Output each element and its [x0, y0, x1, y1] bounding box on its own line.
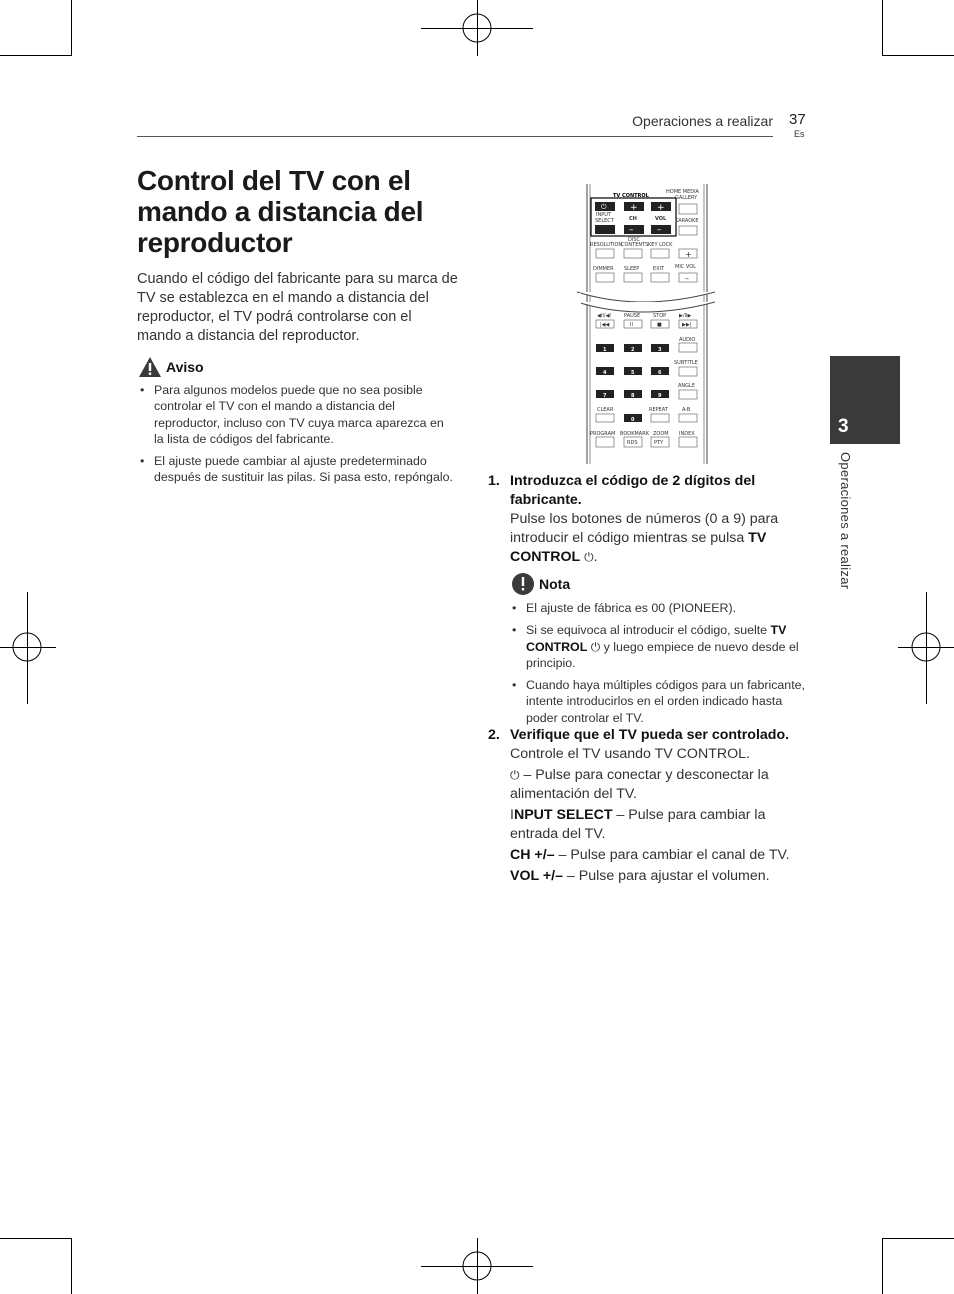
info-exclamation-icon [511, 572, 535, 596]
step-number: 2. [488, 727, 500, 743]
nota-heading [511, 572, 570, 596]
remote-label: SLEEP [624, 266, 640, 272]
nota-label: Nota [539, 576, 571, 592]
remote-label: PROGRAM [590, 431, 616, 437]
remote-label: BOOKMARK [620, 431, 649, 437]
remote-label: GALLERY [675, 195, 698, 201]
digit-6: 6 [658, 370, 662, 376]
remote-label: STOP [653, 313, 667, 319]
aviso-list [138, 382, 456, 492]
remote-label: HOME MEDIA [666, 189, 699, 195]
digit-2: 2 [631, 347, 635, 353]
remote-label: PAUSE [624, 313, 641, 319]
page-title: Control del TV con el mando a distancia del reproductor [137, 165, 424, 258]
power-icon: ⏻ [510, 768, 520, 782]
intro-paragraph: Cuando el código del fabricante para su marca de TV se establezca en el mando a distancia del reproductor, el TV podrá controlarse con el mando a distancia del reproductor. [137, 271, 458, 344]
digit-4: 4 [603, 370, 607, 376]
page-number: 37 [789, 111, 806, 128]
remote-label: SUBTITLE [674, 360, 698, 366]
remote-label: INPUT [596, 212, 611, 218]
remote-label: ANGLE [678, 383, 695, 389]
remote-label: EXIT [653, 266, 665, 272]
step-number: 1. [488, 473, 500, 489]
header-rule [137, 136, 773, 137]
power-icon: ⏻ [601, 203, 607, 211]
svg-text:■: ■ [657, 322, 662, 328]
digit-5: 5 [631, 370, 635, 376]
digit-8: 8 [631, 393, 635, 399]
digit-0: 0 [631, 417, 635, 423]
svg-text:◀II/◀I: ◀II/◀I [597, 313, 611, 319]
remote-label: A-B [682, 407, 691, 413]
digit-7: 7 [603, 393, 607, 399]
step-2 [488, 726, 800, 888]
power-icon: ⏻ [590, 639, 601, 654]
svg-text:+: + [657, 203, 665, 213]
svg-text:+: + [630, 203, 638, 213]
remote-label: TV CONTROL [613, 193, 649, 199]
svg-text:–: – [657, 225, 662, 235]
remote-control-illustration [567, 184, 715, 464]
remote-label: KEY LOCK [648, 242, 673, 248]
remote-label: CH [629, 216, 637, 222]
step-body: Controle el TV usando TV CONTROL. ⏻ – Pulse para conectar y desconectar la alimentación del TV. INPUT SELECT – Pulse para cambiar la entrada del TV. CH +/– – Pulse para cambiar el canal de TV. VOL +/– – Pulse para ajustar el volumen. [510, 746, 790, 884]
remote-label: REPEAT [649, 407, 668, 413]
digit-3: 3 [658, 347, 662, 353]
remote-label: SELECT [595, 218, 614, 224]
svg-text:II: II [630, 322, 633, 328]
warning-icon [138, 356, 162, 378]
list-item: • Para algunos modelos puede que no sea posible controlar el TV con el mando a distancia del reproductor, incluso con TV cuya marca aparezca en la lista de códigos del fabricante. [138, 382, 456, 447]
svg-text:–: – [685, 274, 689, 283]
remote-label: MIC VOL [675, 264, 696, 270]
chapter-number: 3 [838, 416, 849, 437]
language-code: Es [794, 129, 805, 139]
remote-label: RDS [627, 440, 638, 446]
step-body: Pulse los botones de números (0 a 9) para introducir el código mientras se pulsa TV CONTROL ⏻. [510, 511, 779, 565]
step-title: Introduzca el código de 2 dígitos del fabricante. [510, 473, 756, 508]
step-1 [488, 472, 800, 567]
list-item: • Cuando haya múltiples códigos para un fabricante, intente introducirlos en el orden indicado hasta poder controlar el TV. [510, 677, 810, 726]
remote-label: INDEX [679, 431, 695, 437]
list-item: • El ajuste de fábrica es 00 (PIONEER). [510, 600, 810, 616]
list-item: • El ajuste puede cambiar al ajuste predeterminado después de sustituir las pilas. Si pasa esto, repóngalo. [138, 453, 456, 486]
remote-label: PTY [654, 440, 664, 446]
digit-1: 1 [603, 347, 607, 353]
svg-text:▶/II▶: ▶/II▶ [679, 313, 692, 319]
remote-label: ZOOM [653, 431, 669, 437]
remote-label: CLEAR [597, 407, 614, 413]
remote-label: CONTENTS [621, 242, 649, 248]
list-item: • Si se equivoca al introducir el código, suelte TV CONTROL ⏻ y luego empiece de nuevo desde el principio. [510, 622, 810, 671]
remote-label: RESOLUTION [590, 242, 623, 248]
remote-label: KARAOKE [675, 218, 699, 224]
power-icon: ⏻ [584, 550, 594, 564]
running-header: Operaciones a realizar [632, 113, 773, 129]
nota-list [510, 600, 810, 732]
step-title: Verifique que el TV pueda ser controlado. [510, 727, 790, 743]
remote-label: DIMMER [593, 266, 614, 272]
remote-label: AUDIO [679, 337, 696, 343]
remote-label: VOL [655, 216, 667, 222]
svg-text:|◀◀: |◀◀ [600, 322, 610, 328]
aviso-label: Aviso [166, 359, 204, 375]
svg-text:–: – [629, 225, 634, 235]
svg-text:+: + [685, 250, 692, 259]
digit-9: 9 [658, 393, 662, 399]
remote-label: DISC [628, 237, 640, 243]
svg-text:▶▶|: ▶▶| [682, 322, 692, 328]
chapter-label: Operaciones a realizar [838, 452, 853, 590]
aviso-heading [138, 356, 204, 378]
